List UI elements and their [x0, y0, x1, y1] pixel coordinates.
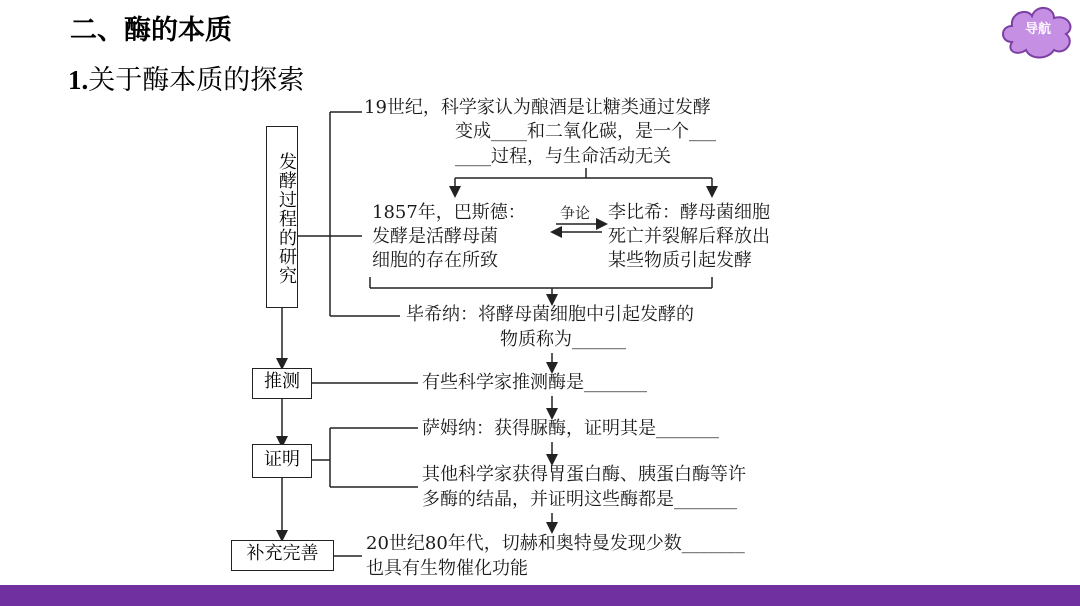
supplement-box: 补充完善: [231, 540, 334, 571]
step1-line1: 19世纪，科学家认为酿酒是让糖类通过发酵: [364, 97, 711, 118]
others-line1: 其他科学家获得胃蛋白酶、胰蛋白酶等许: [422, 464, 746, 485]
pasteur-line3: 细胞的存在所致: [372, 250, 498, 271]
liebig-line1: 李比希：酵母菌细胞: [608, 202, 770, 223]
bottom-bar: [0, 585, 1080, 606]
hypothesis-box: 推测: [252, 368, 312, 399]
proof-box: 证明: [252, 444, 312, 478]
section-title: 二、酶的本质: [70, 15, 232, 46]
pasteur-line1: 1857年，巴斯德：: [372, 202, 526, 223]
subsection-number: 1.: [68, 65, 89, 95]
nav-button[interactable]: 导航: [1024, 22, 1051, 37]
sumner-text: 萨姆纳：获得脲酶，证明其是_______: [422, 418, 719, 439]
cech-line2: 也具有生物催化功能: [366, 558, 528, 579]
hypothesis-text: 有些科学家推测酶是_______: [422, 372, 647, 393]
liebig-line2: 死亡并裂解后释放出: [608, 226, 770, 247]
step1-line3: ____过程，与生命活动无关: [455, 146, 671, 167]
buchner-line1: 毕希纳：将酵母菌细胞中引起发酵的: [406, 304, 694, 325]
pasteur-line2: 发酵是活酵母菌: [372, 226, 498, 247]
subsection-text: 关于酶本质的探索: [88, 65, 305, 96]
cech-line1: 20世纪80年代，切赫和奥特曼发现少数_______: [366, 533, 745, 554]
buchner-line2: 物质称为______: [500, 329, 626, 350]
debate-label: 争论: [560, 204, 591, 222]
others-line2: 多酶的结晶，并证明这些酶都是_______: [422, 489, 737, 510]
step1-line2: 变成____和二氧化碳，是一个___: [455, 121, 716, 142]
liebig-line3: 某些物质引起发酵: [608, 250, 752, 271]
research-box: 发酵过程的研究: [266, 126, 298, 308]
